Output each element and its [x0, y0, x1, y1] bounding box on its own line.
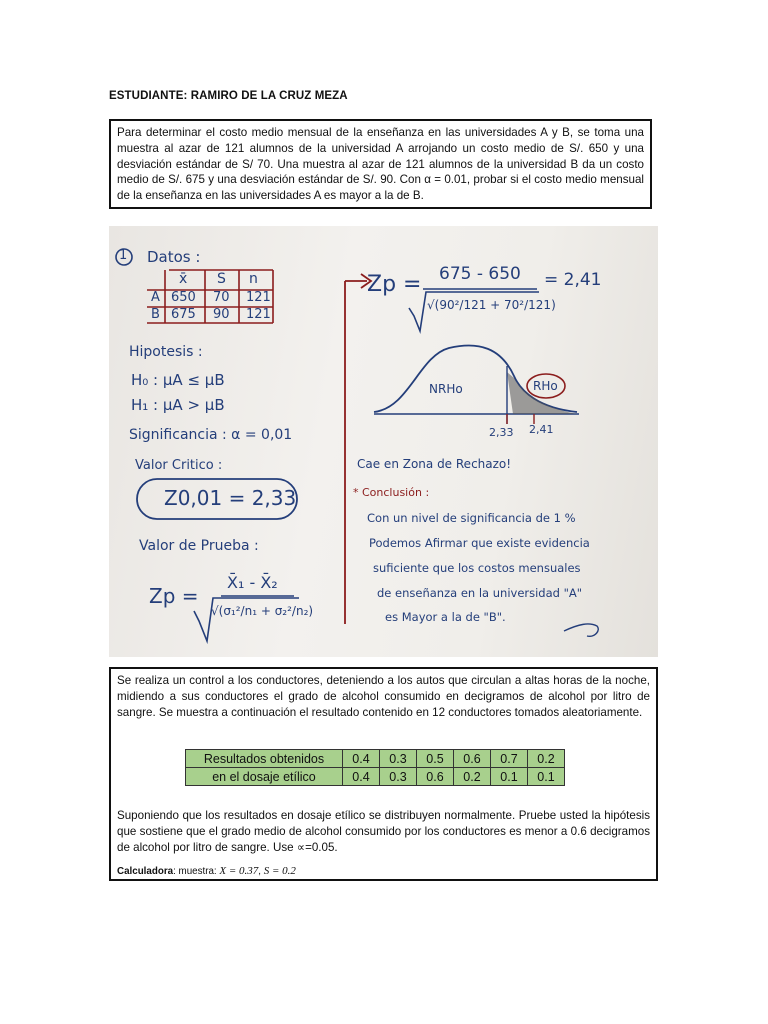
header-xbar: x̄	[179, 271, 188, 287]
significancia: Significancia : α = 0,01	[129, 427, 293, 443]
alcohol-results-table	[185, 749, 565, 786]
problem-2-intro: Se realiza un control a los conductores, deteniendo a los autos que circulan a altas horas de la noche, midiendo a sus conductores el grado de alcohol consumido en decigramos de alcohol por litro de sangre. Se muestra a continuación el resultado contenido en 12 conductores tomados aleatoriamente.	[117, 674, 650, 719]
row-a-n: 121	[246, 290, 271, 305]
whiteboard-photo	[109, 226, 658, 657]
zp-formula-numerator: X̄₁ - X̄₂	[227, 573, 278, 592]
tick-test: 2,41	[529, 423, 554, 436]
conclusion-line-2: Podemos Afirmar que existe evidencia	[369, 536, 590, 550]
zp-formula-denominator: √(σ₁²/n₁ + σ₂²/n₂)	[211, 604, 314, 618]
row-b-label: B	[151, 307, 160, 322]
problem-1-box	[109, 119, 652, 209]
table-cell: 0.3	[380, 750, 417, 768]
row-b-x: 675	[171, 307, 196, 322]
table-cell: 0.2	[454, 768, 491, 786]
valor-prueba-title: Valor de Prueba :	[139, 538, 259, 554]
zp-calc-left: Zp =	[367, 272, 422, 297]
calculator-line: Calculadora: muestra: X = 0.37, S = 0.2	[117, 864, 296, 877]
row-b-s: 90	[213, 307, 230, 322]
table-cell: 0.1	[528, 768, 565, 786]
table-cell: 0.7	[491, 750, 528, 768]
zp-calc-denominator: √(90²/121 + 70²/121)	[427, 298, 556, 312]
conclusion-line-1: Con un nivel de significancia de 1 %	[367, 511, 576, 525]
table-cell: 0.6	[454, 750, 491, 768]
row-b-n: 121	[246, 307, 271, 322]
row-a-label: A	[151, 290, 160, 305]
valor-critico-title: Valor Critico :	[135, 458, 223, 473]
table-cell: 0.6	[417, 768, 454, 786]
conclusion-line-5: es Mayor a la de "B".	[385, 610, 506, 624]
table-cell: 0.3	[380, 768, 417, 786]
z-critico: Z0,01 = 2,33	[164, 486, 297, 510]
conclusion-line-4: de enseñanza en la universidad "A"	[377, 586, 583, 600]
conclusion-title: * Conclusión :	[353, 486, 430, 499]
header-n: n	[249, 271, 258, 287]
h0: H₀ : μA ≤ μB	[131, 371, 225, 389]
zp-formula-left: Zp =	[149, 584, 199, 608]
row-a-x: 650	[171, 290, 196, 305]
table-row	[186, 768, 565, 786]
header-s: S	[217, 271, 226, 287]
nrho-label: NRHo	[429, 382, 463, 396]
step-number: 1	[119, 248, 128, 263]
table-cell: 0.1	[491, 768, 528, 786]
calculator-mean: X = 0.37	[219, 864, 259, 877]
conclusion-line-3: suficiente que los costos mensuales	[373, 561, 581, 575]
hipotesis-title: Hipotesis :	[129, 344, 203, 360]
zp-result: = 2,41	[544, 270, 602, 290]
calculator-sd: S = 0.2	[263, 864, 296, 877]
table-cell: 0.2	[528, 750, 565, 768]
datos-title: Datos :	[147, 248, 201, 266]
cae-zona-rechazo: Cae en Zona de Rechazo!	[357, 457, 512, 471]
zp-calc-numerator: 675 - 650	[439, 264, 521, 284]
table-cell: 0.4	[343, 768, 380, 786]
table-cell: 0.5	[417, 750, 454, 768]
table-cell: 0.4	[343, 750, 380, 768]
problem-1-text: Para determinar el costo medio mensual de la enseñanza en las universidades A y B, se toma una muestra al azar de 121 alumnos de la universidad A arrojando un costo medio de S/. 650 y una desviación estándar de S/ 70. Una muestra al azar de 121 alumnos de la universidad B da un costo medio de S/. 675 y una desviación estándar de S/. 90. Con α = 0.01, probar si el costo medio mensual de la enseñanza en las universidades A es mayor a la de B.	[117, 126, 644, 203]
calculator-label: Calculadora	[117, 865, 174, 877]
table-label: Resultados obtenidos	[186, 750, 343, 768]
problem-2-question: Suponiendo que los resultados en dosaje etílico se distribuyen normalmente. Pruebe usted la hipótesis que sostiene que el grado medio de alcohol consumido por los conductores es menor a 0.6 decigramos de alcohol por litro de sangre. Use ∝=0.05.	[117, 809, 650, 854]
tick-critical: 2,33	[489, 426, 514, 439]
row-a-s: 70	[213, 290, 230, 305]
calculator-sample: : muestra:	[173, 865, 220, 877]
rho-label: RHo	[533, 379, 558, 393]
table-label: en el dosaje etílico	[186, 768, 343, 786]
table-row	[186, 750, 565, 768]
student-name: ESTUDIANTE: RAMIRO DE LA CRUZ MEZA	[109, 90, 348, 102]
h1: H₁ : μA > μB	[131, 396, 225, 414]
